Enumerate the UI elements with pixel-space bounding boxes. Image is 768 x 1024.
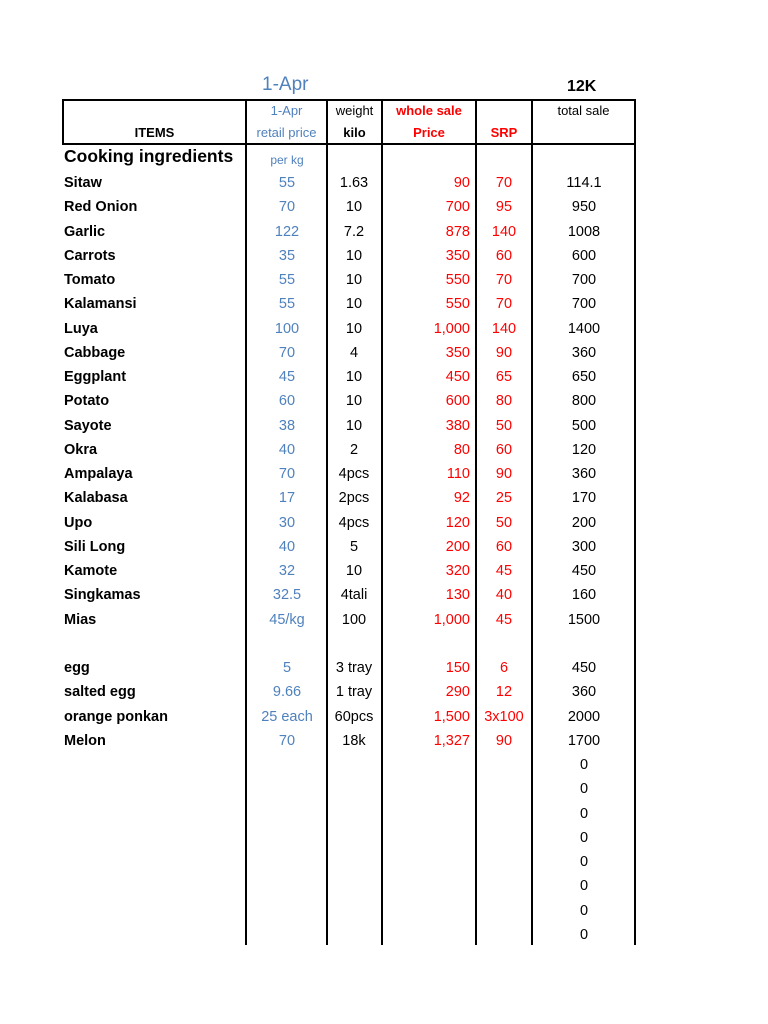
retail-price: 122 (274, 223, 300, 240)
section-title: Cooking ingredients (64, 146, 234, 166)
total-sale: 0 (579, 878, 589, 895)
weight-kilo: 10 (345, 247, 363, 264)
table-row (0, 923, 768, 947)
total-sale: 300 (571, 538, 597, 555)
header-wholesale: whole sale (396, 103, 462, 118)
header-retail-price: retail price (256, 125, 317, 140)
item-name: Potato (64, 393, 110, 410)
table-row (0, 680, 768, 704)
retail-price: 55 (278, 272, 296, 288)
header-items: ITEMS (134, 125, 175, 140)
weight-kilo: 60pcs (334, 708, 374, 725)
item-name: Melon (64, 732, 106, 749)
total-sale: 0 (579, 829, 589, 846)
table-row (0, 292, 768, 316)
table-row (0, 317, 768, 341)
item-name: Cabbage (64, 344, 126, 361)
weight-kilo: 2pcs (338, 490, 370, 507)
header-weight: weight (335, 103, 374, 118)
wholesale-price: 1,500 (433, 708, 470, 725)
wholesale-price: 350 (445, 344, 470, 361)
table-row (0, 365, 768, 389)
wholesale-price: 350 (445, 247, 470, 264)
total-sale: 1400 (567, 320, 601, 337)
weight-kilo: 1 tray (335, 684, 373, 701)
table-row (0, 777, 768, 801)
table-row (0, 874, 768, 898)
weight-kilo: 4pcs (338, 514, 370, 531)
table-row (0, 729, 768, 753)
item-name: Garlic (64, 223, 106, 240)
weight-kilo: 10 (345, 417, 363, 434)
srp-value: 3x100 (484, 708, 524, 725)
total-sale: 0 (579, 902, 589, 919)
item-name: Kalamansi (64, 296, 137, 313)
srp-value: 60 (495, 538, 513, 555)
total-sale: 1500 (567, 611, 601, 628)
retail-price: 45/kg (269, 611, 305, 628)
table-row (0, 802, 768, 826)
weight-kilo: 3 tray (335, 660, 373, 676)
retail-price: 32 (278, 563, 296, 579)
total-sale: 450 (571, 563, 597, 579)
table-row (0, 268, 768, 292)
retail-price: 35 (278, 247, 296, 264)
table-row (0, 511, 768, 535)
retail-price: 32.5 (272, 587, 302, 604)
total-sale: 360 (571, 344, 597, 361)
total-sale: 800 (571, 393, 597, 410)
total-sale: 500 (571, 417, 597, 434)
retail-price: 40 (278, 538, 296, 555)
wholesale-price: 1,000 (433, 320, 470, 337)
item-name: salted egg (64, 684, 136, 701)
total-sale: 170 (571, 490, 597, 507)
total-sale: 0 (579, 781, 589, 798)
srp-value: 140 (491, 320, 517, 337)
weight-kilo: 1.63 (339, 175, 369, 191)
wholesale-price: 380 (445, 417, 470, 434)
item-name: Mias (64, 611, 97, 628)
total-sale: 0 (579, 854, 589, 870)
table-row (0, 171, 768, 195)
table-row (0, 656, 768, 680)
table-row (0, 753, 768, 777)
table-row (0, 632, 768, 656)
table-row (0, 583, 768, 607)
table-row (0, 438, 768, 462)
table-row (0, 705, 768, 729)
retail-price: 100 (274, 320, 300, 337)
srp-value: 6 (499, 660, 509, 676)
srp-value: 60 (495, 247, 513, 264)
sheet-total-summary: 12K (567, 78, 597, 95)
weight-kilo: 10 (345, 320, 363, 337)
item-name: Kalabasa (64, 490, 128, 507)
header-retail-date: 1-Apr (270, 103, 303, 118)
header-srp: SRP (490, 125, 518, 140)
srp-value: 90 (495, 344, 513, 361)
weight-kilo: 10 (345, 272, 363, 288)
total-sale: 950 (571, 199, 597, 216)
srp-value: 12 (495, 684, 513, 701)
retail-price: 40 (278, 441, 296, 458)
wholesale-price: 550 (445, 296, 470, 313)
wholesale-price: 80 (453, 441, 470, 458)
table-row (0, 559, 768, 583)
wholesale-price: 110 (446, 466, 470, 482)
table-row (0, 220, 768, 244)
retail-price: 60 (278, 393, 296, 410)
retail-price: 38 (278, 417, 296, 434)
total-sale: 200 (571, 514, 597, 531)
total-sale: 360 (571, 466, 597, 482)
table-row (0, 195, 768, 219)
srp-value: 50 (495, 514, 513, 531)
retail-price: 30 (278, 514, 296, 531)
srp-value: 70 (495, 296, 513, 313)
retail-price: 55 (278, 296, 296, 313)
srp-value: 90 (495, 466, 513, 482)
wholesale-price: 550 (445, 272, 470, 288)
table-row (0, 341, 768, 365)
item-name: Kamote (64, 563, 118, 579)
srp-value: 140 (491, 223, 517, 240)
total-sale: 650 (571, 369, 597, 385)
wholesale-price: 92 (453, 490, 470, 507)
srp-value: 50 (495, 417, 513, 434)
item-name: Sitaw (64, 175, 102, 191)
total-sale: 160 (571, 587, 597, 604)
total-sale: 700 (571, 296, 597, 313)
item-name: Luya (64, 320, 98, 337)
total-sale: 0 (579, 926, 589, 943)
wholesale-price: 150 (445, 660, 470, 676)
srp-value: 90 (495, 732, 513, 749)
wholesale-price: 1,327 (433, 732, 470, 749)
item-name: Carrots (64, 247, 116, 264)
table-row (0, 850, 768, 874)
retail-price: 17 (278, 490, 296, 507)
item-name: orange ponkan (64, 708, 168, 725)
total-sale: 0 (579, 805, 589, 822)
retail-price: 25 each (261, 708, 313, 725)
table-row (0, 486, 768, 510)
table-row (0, 826, 768, 850)
item-name: Sili Long (64, 538, 126, 555)
wholesale-price: 1,000 (433, 611, 470, 628)
weight-kilo: 10 (345, 296, 363, 313)
header-wholesale-price: Price (413, 125, 445, 140)
header-kilo: kilo (343, 125, 366, 140)
per-kg-note: per kg (270, 153, 304, 167)
retail-price: 5 (282, 660, 292, 676)
item-name: egg (64, 660, 90, 676)
srp-value: 60 (495, 441, 513, 458)
srp-value: 45 (495, 611, 513, 628)
srp-value: 40 (495, 587, 513, 604)
table-row (0, 535, 768, 559)
wholesale-price: 700 (445, 199, 470, 216)
weight-kilo: 4tali (340, 587, 368, 604)
weight-kilo: 4pcs (338, 466, 370, 482)
total-sale: 700 (571, 272, 597, 288)
total-sale: 360 (571, 684, 597, 701)
weight-kilo: 10 (345, 393, 363, 410)
total-sale: 0 (579, 757, 589, 773)
wholesale-price: 200 (445, 538, 470, 555)
srp-value: 45 (495, 563, 513, 579)
total-sale: 450 (571, 660, 597, 676)
weight-kilo: 4 (349, 344, 359, 361)
weight-kilo: 10 (345, 563, 363, 579)
wholesale-price: 290 (445, 684, 470, 701)
table-row (0, 899, 768, 923)
srp-value: 25 (495, 490, 513, 507)
wholesale-price: 320 (445, 563, 470, 579)
wholesale-price: 90 (453, 175, 470, 191)
total-sale: 120 (571, 441, 597, 458)
retail-price: 70 (278, 466, 296, 482)
wholesale-price: 120 (445, 514, 470, 531)
srp-value: 80 (495, 393, 513, 410)
table-row (0, 608, 768, 632)
item-name: Okra (64, 441, 98, 458)
total-sale: 114.1 (566, 175, 602, 191)
wholesale-price: 600 (445, 393, 470, 410)
item-name: Eggplant (64, 369, 127, 385)
item-name: Upo (64, 514, 93, 531)
total-sale: 1700 (567, 732, 601, 749)
weight-kilo: 5 (349, 538, 359, 555)
table-row (0, 414, 768, 438)
srp-value: 65 (495, 369, 513, 385)
weight-kilo: 2 (349, 441, 359, 458)
weight-kilo: 10 (345, 199, 363, 216)
weight-kilo: 7.2 (343, 223, 365, 240)
total-sale: 600 (571, 247, 597, 264)
item-name: Ampalaya (64, 466, 133, 482)
weight-kilo: 18k (342, 732, 366, 749)
table-top-border (62, 99, 636, 101)
retail-price: 70 (278, 199, 296, 216)
srp-value: 95 (495, 199, 513, 216)
srp-value: 70 (495, 272, 513, 288)
table-row (0, 462, 768, 486)
table-row (0, 389, 768, 413)
weight-kilo: 100 (341, 611, 367, 628)
total-sale: 1008 (567, 223, 601, 240)
weight-kilo: 10 (345, 369, 363, 385)
retail-price: 9.66 (272, 684, 302, 701)
srp-value: 70 (495, 175, 513, 191)
total-sale: 2000 (567, 708, 601, 725)
wholesale-price: 130 (445, 587, 470, 604)
wholesale-price: 878 (445, 223, 470, 240)
header-bottom-border (62, 143, 636, 145)
table-row (0, 244, 768, 268)
retail-price: 45 (278, 369, 296, 385)
sheet-date: 1-Apr (262, 74, 309, 95)
retail-price: 70 (278, 344, 296, 361)
item-name: Sayote (64, 417, 112, 434)
wholesale-price: 450 (445, 369, 470, 385)
retail-price: 55 (278, 175, 296, 191)
header-total-sale: total sale (557, 103, 610, 118)
item-name: Red Onion (64, 199, 138, 216)
item-name: Singkamas (64, 587, 141, 604)
retail-price: 70 (278, 732, 296, 749)
item-name: Tomato (64, 272, 116, 288)
